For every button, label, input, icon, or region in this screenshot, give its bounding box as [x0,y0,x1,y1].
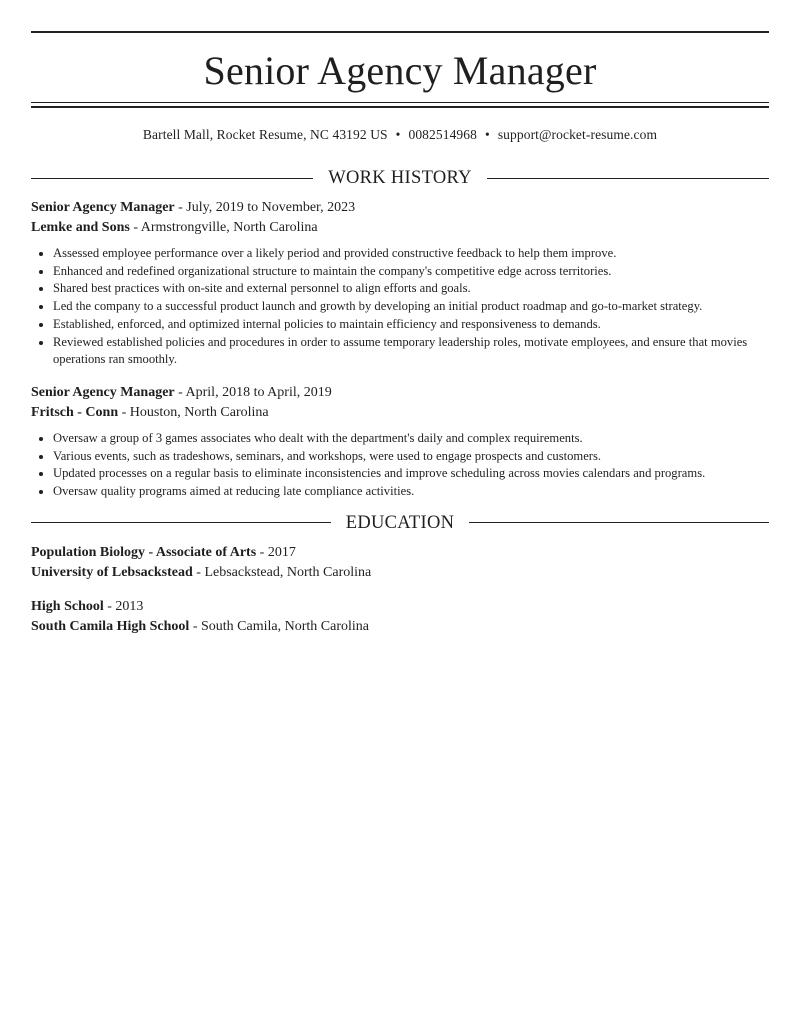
contact-address: Bartell Mall, Rocket Resume, NC 43192 US [142,127,388,142]
edu-school: South Camila High School [31,618,190,634]
job-title-line: Senior Agency Manager - April, 2018 to April, 2019 [31,384,332,400]
duty-item: • Established, enforced, and optimized internal policies to maintain efficiency and responsiveness to demands. [53,316,769,334]
contact-separator: • [484,127,490,142]
duty-item: • Led the company to a successful product launch and growth by developing an initial product roadmap and go-to-market strategy. [53,298,769,316]
contact-phone: 0082514968 [408,127,477,142]
contact-separator: • [395,127,401,142]
job-dates: July, 2019 to November, 2023 [186,200,356,215]
job-company: Lemke and Sons [31,220,130,235]
job-location: Houston, North Carolina [129,404,269,420]
duty-item: • Oversaw a group of 3 games associates who dealt with the department's daily and complex requirements. [53,430,769,448]
heading-rule-left [31,178,313,179]
work-history-title: WORK HISTORY [328,168,472,188]
heading-rule-right [487,178,769,179]
heading-rule-right [469,522,769,523]
edu-school: University of Lebsackstead [31,564,193,580]
job-company-line: Fritsch - Conn - Houston, North Carolina [31,404,269,420]
top-rule [31,31,769,33]
job-dates: April, 2018 to April, 2019 [185,384,332,400]
duty-item: • Shared best practices with on-site and external personnel to align efforts and goals. [53,280,769,298]
education-heading [31,511,769,535]
education-entry [31,597,769,637]
edu-location: South Camila, North Carolina [201,618,369,634]
duty-item: • Various events, such as tradeshows, seminars, and workshops, were used to engage prospects and customers. [53,448,769,466]
job-title-line: Senior Agency Manager - July, 2019 to November, 2023 [31,200,356,215]
edu-year: 2013 [115,598,144,614]
edu-location: Lebsackstead, North Carolina [204,564,372,580]
education-title: EDUCATION [345,512,455,533]
job-company: Fritsch - Conn [31,404,119,420]
duty-item: • Enhanced and redefined organizational structure to maintain the company's competitive edge across territories. [53,263,769,281]
job-entry [31,383,769,501]
title-double-rule [31,102,769,108]
duty-item: • Updated processes on a regular basis to eliminate inconsistencies and improve scheduling across movies calendars and programs. [53,465,769,483]
education-entry [31,543,769,583]
job-location: Armstrongville, North Carolina [140,220,318,235]
page-title: Senior Agency Manager [203,48,597,93]
duty-item: • Assessed employee performance over a likely period and provided constructive feedback to help them improve. [53,245,769,263]
resume-page [31,31,769,637]
duty-item: • Reviewed established policies and procedures in order to assume temporary leadership roles, motivate employees, and ensure that movies operations ran smoothly. [53,334,769,369]
edu-degree: High School [31,598,104,614]
edu-degree: Population Biology - Associate of Arts [31,544,257,560]
job-company-line: Lemke and Sons - Armstrongville, North Carolina [31,220,318,235]
job-title: Senior Agency Manager [31,200,175,215]
edu-degree-line: Population Biology - Associate of Arts - 2017 [31,544,296,560]
contact-info [31,126,769,144]
edu-school-line: University of Lebsackstead - Lebsackstead, North Carolina [31,564,372,580]
duty-item: • Oversaw quality programs aimed at reducing late compliance activities. [53,483,769,501]
heading-rule-left [31,522,331,523]
job-entry [31,198,769,369]
edu-year: 2017 [267,544,296,560]
job-title: Senior Agency Manager [31,384,175,400]
job-duties-list [31,245,769,369]
edu-school-line: South Camila High School - South Camila, North Carolina [31,618,369,634]
work-history-heading [31,166,769,190]
contact-email: support@rocket-resume.com [497,127,658,142]
job-duties-list [31,430,769,501]
edu-degree-line: High School - 2013 [31,598,144,614]
